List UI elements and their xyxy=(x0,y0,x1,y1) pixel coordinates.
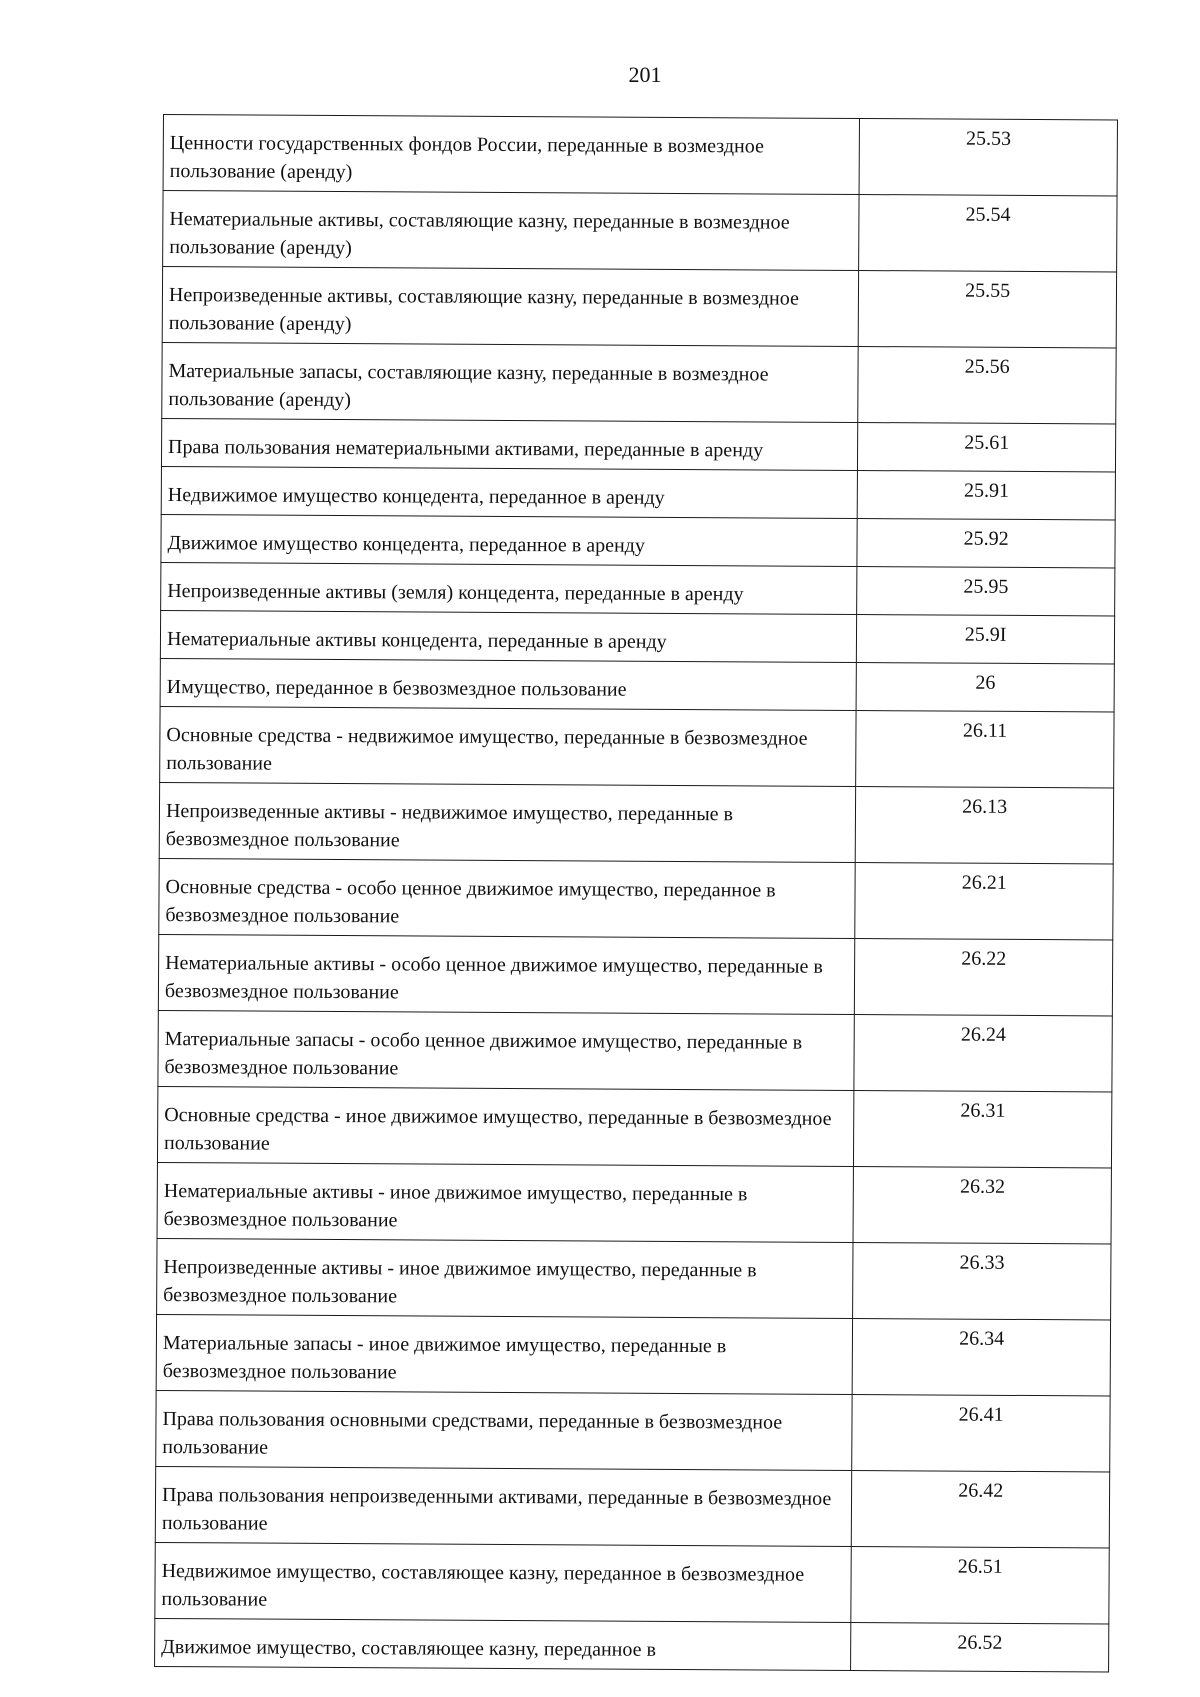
table-row xyxy=(157,1086,1111,1167)
table-row xyxy=(155,1542,1109,1623)
row-code: 26.41 xyxy=(852,1394,1110,1471)
page-number: 201 xyxy=(628,62,662,87)
row-description: Ценности государственных фондов России, переданные в возмездное пользование (аренду) xyxy=(163,115,860,195)
row-code: 26.31 xyxy=(854,1090,1112,1167)
row-description: Основные средства - недвижимое имущество, переданные в безвозмездное пользование xyxy=(160,706,857,786)
row-description: Непроизведенные активы - иное движимое имущество, переданные в безвозмездное пользование xyxy=(157,1238,854,1318)
row-code: 25.54 xyxy=(859,195,1117,272)
row-code: 26.21 xyxy=(855,863,1113,940)
table-row xyxy=(157,1162,1111,1243)
table-row xyxy=(160,610,1114,663)
row-description: Движимое имущество концедента, переданное в аренду xyxy=(161,514,858,566)
row-code: 26.51 xyxy=(851,1546,1109,1623)
row-code: 25.95 xyxy=(857,567,1115,616)
row-description: Движимое имущество, составляющее казну, переданное в xyxy=(155,1618,852,1670)
row-code: 26.32 xyxy=(853,1166,1111,1243)
row-description: Нематериальные активы концедента, переданные в аренду xyxy=(160,610,857,662)
row-code: 25.92 xyxy=(857,519,1115,568)
row-code: 26.33 xyxy=(853,1242,1111,1319)
row-code: 25.56 xyxy=(858,347,1116,424)
row-description: Недвижимое имущество, составляющее казну, переданное в безвозмездное пользование xyxy=(155,1542,852,1622)
table-row xyxy=(159,858,1113,939)
table-row xyxy=(163,115,1117,196)
row-description: Материальные запасы, составляющие казну, переданные в возмездное пользование (аренду) xyxy=(162,342,859,422)
table-row xyxy=(163,191,1117,272)
row-description: Непроизведенные активы (земля) концедента, переданные в аренду xyxy=(161,562,858,614)
row-code: 26.11 xyxy=(856,711,1114,788)
table-row xyxy=(160,706,1114,787)
table-row xyxy=(158,934,1112,1015)
table-row xyxy=(155,1618,1109,1671)
table-row xyxy=(159,782,1113,863)
table-row xyxy=(156,1314,1110,1395)
row-description: Права пользования нематериальными активами, переданные в аренду xyxy=(161,418,858,470)
row-description: Нематериальные активы - особо ценное движимое имущество, переданные в безвозмездное пользование xyxy=(158,934,855,1014)
table-row xyxy=(156,1390,1110,1471)
row-code: 26.24 xyxy=(854,1014,1112,1091)
row-description: Нематериальные активы, составляющие казну, переданные в возмездное пользование (аренду) xyxy=(163,191,860,271)
table-row xyxy=(161,466,1115,519)
table-row xyxy=(157,1238,1111,1319)
row-description: Основные средства - иное движимое имущество, переданные в безвозмездное пользование xyxy=(157,1086,854,1166)
row-code: 25.55 xyxy=(858,271,1116,348)
row-description: Нематериальные активы - иное движимое имущество, переданные в безвозмездное пользование xyxy=(157,1162,854,1242)
row-description: Основные средства - особо ценное движимое имущество, переданное в безвозмездное пользование xyxy=(159,858,856,938)
row-code: 26.34 xyxy=(852,1318,1110,1395)
row-description: Имущество, переданное в безвозмездное пользование xyxy=(160,658,857,710)
row-code: 26.13 xyxy=(855,787,1113,864)
table-row xyxy=(161,418,1115,471)
table-row xyxy=(162,267,1116,348)
row-code: 26.22 xyxy=(855,938,1113,1015)
table-row xyxy=(155,1466,1109,1547)
row-description: Права пользования основными средствами, переданные в безвозмездное пользование xyxy=(156,1390,853,1470)
row-description: Права пользования непроизведенными активами, переданные в безвозмездное пользование xyxy=(155,1466,852,1546)
row-description: Непроизведенные активы - недвижимое имущество, переданные в безвозмездное пользование xyxy=(159,782,856,862)
row-code: 26.52 xyxy=(851,1622,1109,1671)
table-row xyxy=(162,342,1116,423)
row-code: 25.91 xyxy=(857,471,1115,520)
account-code-table xyxy=(154,114,1118,1672)
row-description: Непроизведенные активы, составляющие казну, переданные в возмездное пользование (аренду) xyxy=(162,267,859,347)
row-code: 26 xyxy=(856,663,1114,712)
row-code: 25.9I xyxy=(857,615,1115,664)
table-row xyxy=(161,514,1115,567)
row-code: 25.53 xyxy=(859,119,1117,196)
row-description: Недвижимое имущество концедента, переданное в аренду xyxy=(161,466,858,518)
table-row xyxy=(161,562,1115,615)
row-description: Материальные запасы - особо ценное движимое имущество, переданные в безвозмездное пользование xyxy=(158,1010,855,1090)
table-body xyxy=(155,115,1118,1672)
row-code: 25.61 xyxy=(858,423,1116,472)
row-description: Материальные запасы - иное движимое имущество, переданные в безвозмездное пользование xyxy=(156,1314,853,1394)
row-code: 26.42 xyxy=(852,1470,1110,1547)
table-row xyxy=(160,658,1114,711)
table-row xyxy=(158,1010,1112,1091)
